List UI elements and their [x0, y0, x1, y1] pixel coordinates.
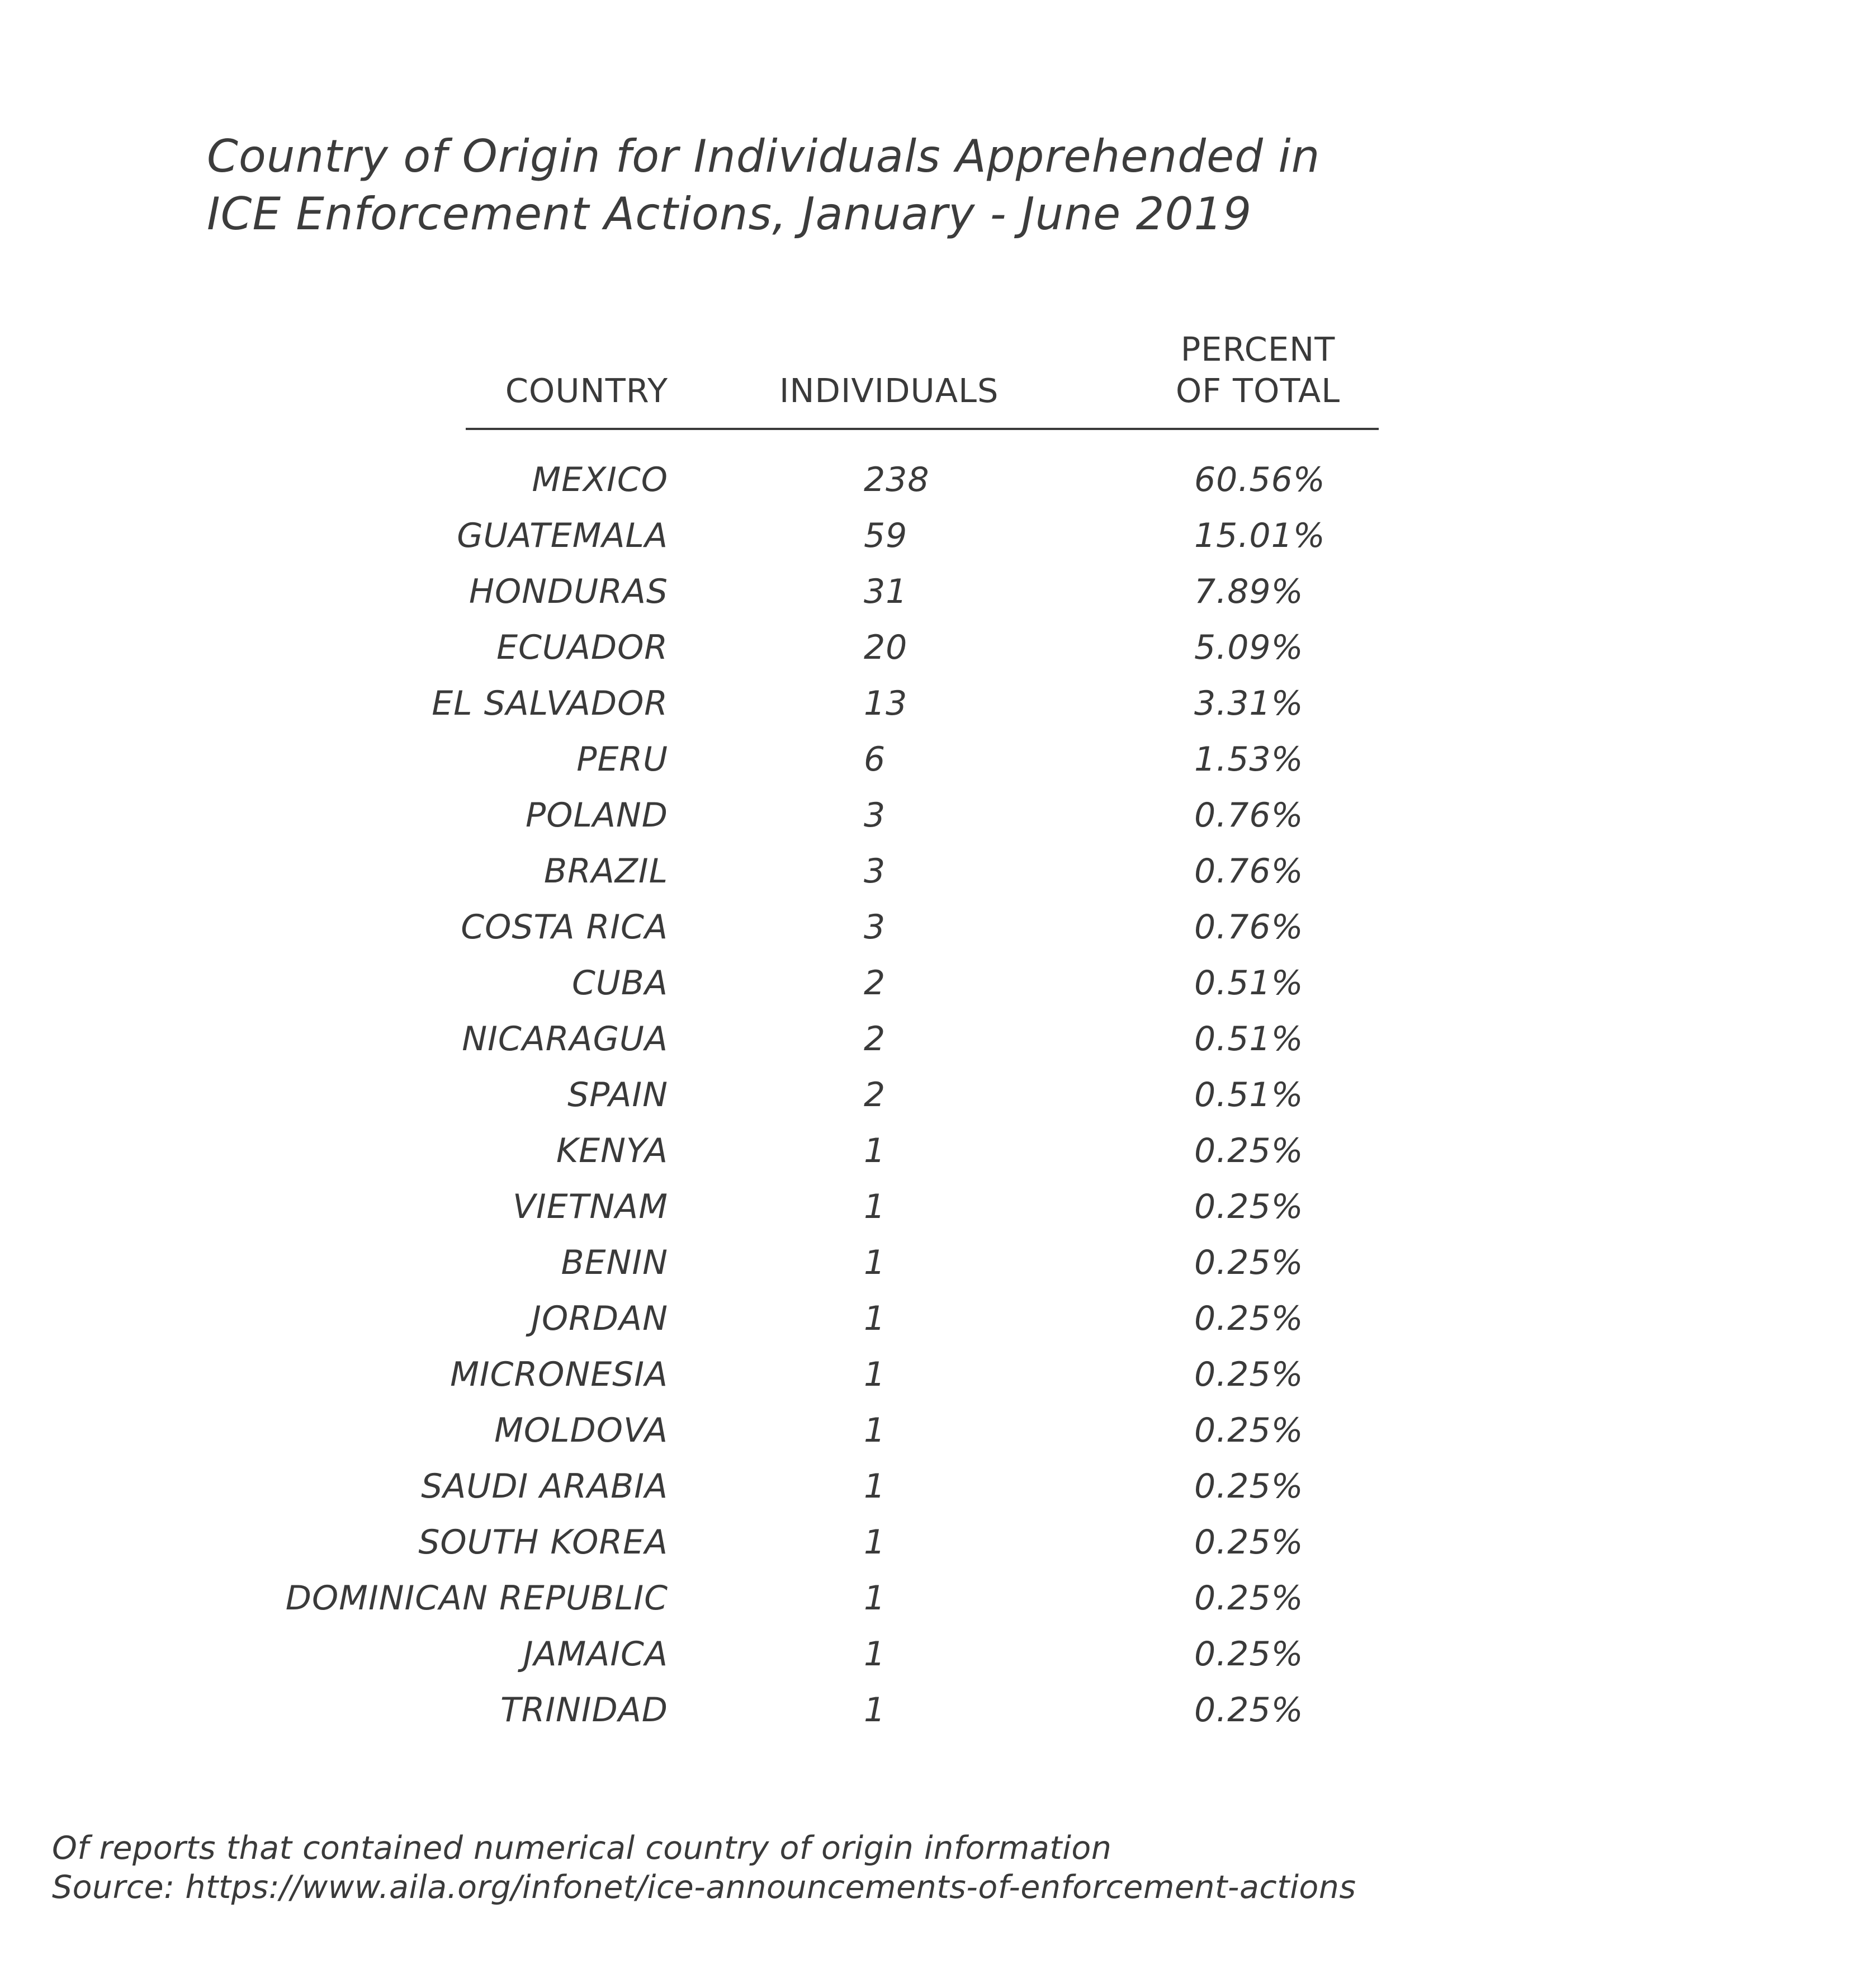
country-cell: COSTA RICA: [461, 908, 668, 947]
individuals-cell: 1: [864, 1131, 886, 1170]
table-row: [0, 677, 1864, 733]
table-row: [0, 1627, 1864, 1683]
table-row: [0, 1012, 1864, 1068]
table-row: [0, 565, 1864, 621]
percent-cell: 0.76%: [1194, 852, 1304, 891]
chart-title-line-2: ICE Enforcement Actions, January - June 2019: [207, 188, 1252, 240]
country-cell: BENIN: [561, 1243, 668, 1282]
individuals-cell: 2: [864, 1075, 886, 1115]
individuals-cell: 2: [864, 1019, 886, 1059]
individuals-cell: 1: [864, 1355, 886, 1394]
table-row: [0, 453, 1864, 509]
country-cell: BRAZIL: [543, 852, 668, 891]
individuals-cell: 1: [864, 1523, 886, 1562]
country-cell: NICARAGUA: [462, 1019, 668, 1059]
percent-cell: 0.51%: [1194, 964, 1304, 1003]
footnote-line-1: Of reports that contained numerical country of origin information: [52, 1830, 1112, 1867]
percent-cell: 5.09%: [1194, 628, 1304, 667]
country-cell: SOUTH KOREA: [418, 1523, 668, 1562]
country-cell: DOMINICAN REPUBLIC: [285, 1579, 668, 1618]
table-row: [0, 1460, 1864, 1515]
individuals-cell: 3: [864, 852, 886, 891]
percent-cell: 0.25%: [1194, 1635, 1304, 1674]
table-row: [0, 956, 1864, 1012]
table-row: [0, 621, 1864, 677]
column-header-percent-line-1: PERCENT: [1180, 330, 1336, 369]
percent-cell: 0.25%: [1194, 1411, 1304, 1450]
percent-cell: 0.25%: [1194, 1579, 1304, 1618]
percent-cell: 0.76%: [1194, 796, 1304, 835]
individuals-cell: 13: [864, 684, 908, 723]
country-cell: EL SALVADOR: [432, 684, 668, 723]
country-cell: GUATEMALA: [457, 516, 668, 555]
country-cell: SPAIN: [567, 1075, 668, 1115]
individuals-cell: 1: [864, 1467, 886, 1506]
individuals-cell: 3: [864, 908, 886, 947]
chart-title: [207, 128, 1549, 243]
individuals-cell: 1: [864, 1690, 886, 1730]
table-row: [0, 733, 1864, 788]
percent-cell: 0.25%: [1194, 1690, 1304, 1730]
country-cell: HONDURAS: [469, 572, 668, 611]
table-row: [0, 1180, 1864, 1236]
percent-cell: 0.51%: [1194, 1075, 1304, 1115]
table-body: [0, 453, 1864, 1739]
chart-title-line-1: Country of Origin for Individuals Apprehended in: [207, 130, 1321, 182]
percent-cell: 0.25%: [1194, 1467, 1304, 1506]
individuals-cell: 1: [864, 1579, 886, 1618]
country-cell: TRINIDAD: [500, 1690, 668, 1730]
table-row: [0, 1236, 1864, 1292]
country-cell: MICRONESIA: [450, 1355, 668, 1394]
footnote: [52, 1829, 1356, 1907]
country-cell: PERU: [576, 740, 668, 779]
table-row: [0, 1068, 1864, 1124]
percent-cell: 0.25%: [1194, 1299, 1304, 1338]
percent-cell: 0.76%: [1194, 908, 1304, 947]
country-cell: POLAND: [526, 796, 668, 835]
country-cell: MEXICO: [532, 460, 668, 499]
percent-cell: 3.31%: [1194, 684, 1304, 723]
percent-cell: 0.25%: [1194, 1355, 1304, 1394]
individuals-cell: 1: [864, 1243, 886, 1282]
percent-cell: 0.25%: [1194, 1523, 1304, 1562]
table-row: [0, 788, 1864, 844]
percent-cell: 1.53%: [1194, 740, 1304, 779]
individuals-cell: 59: [864, 516, 908, 555]
column-header-country: COUNTRY: [505, 371, 668, 410]
country-cell: ECUADOR: [496, 628, 668, 667]
individuals-cell: 20: [864, 628, 908, 667]
individuals-cell: 3: [864, 796, 886, 835]
percent-cell: 0.25%: [1194, 1131, 1304, 1170]
individuals-cell: 1: [864, 1411, 886, 1450]
table-row: [0, 844, 1864, 900]
individuals-cell: 6: [864, 740, 886, 779]
country-cell: VIETNAM: [513, 1187, 668, 1226]
percent-cell: 0.25%: [1194, 1243, 1304, 1282]
percent-cell: 15.01%: [1194, 516, 1326, 555]
country-cell: CUBA: [571, 964, 668, 1003]
table-row: [0, 1348, 1864, 1404]
table-row: [0, 1683, 1864, 1739]
table-row: [0, 1404, 1864, 1460]
percent-cell: 0.51%: [1194, 1019, 1304, 1059]
country-cell: SAUDI ARABIA: [421, 1467, 668, 1506]
column-header-individuals: INDIVIDUALS: [779, 371, 999, 410]
individuals-cell: 31: [864, 572, 908, 611]
table-row: [0, 509, 1864, 565]
table-row: [0, 900, 1864, 956]
individuals-cell: 238: [864, 460, 930, 499]
column-header-percent-line-2: OF TOTAL: [1175, 371, 1341, 410]
header-divider: [466, 428, 1379, 430]
column-header-percent: [1118, 329, 1398, 412]
country-cell: KENYA: [556, 1131, 668, 1170]
individuals-cell: 1: [864, 1635, 886, 1674]
percent-cell: 60.56%: [1194, 460, 1326, 499]
percent-cell: 0.25%: [1194, 1187, 1304, 1226]
country-cell: MOLDOVA: [494, 1411, 668, 1450]
country-cell: JORDAN: [531, 1299, 668, 1338]
individuals-cell: 1: [864, 1299, 886, 1338]
table-row: [0, 1515, 1864, 1571]
country-cell: JAMAICA: [523, 1635, 668, 1674]
percent-cell: 7.89%: [1194, 572, 1304, 611]
table-row: [0, 1292, 1864, 1348]
individuals-cell: 2: [864, 964, 886, 1003]
footnote-line-2: Source: https://www.aila.org/infonet/ice-announcements-of-enforcement-actions: [52, 1869, 1356, 1906]
individuals-cell: 1: [864, 1187, 886, 1226]
table-row: [0, 1124, 1864, 1180]
table-row: [0, 1571, 1864, 1627]
